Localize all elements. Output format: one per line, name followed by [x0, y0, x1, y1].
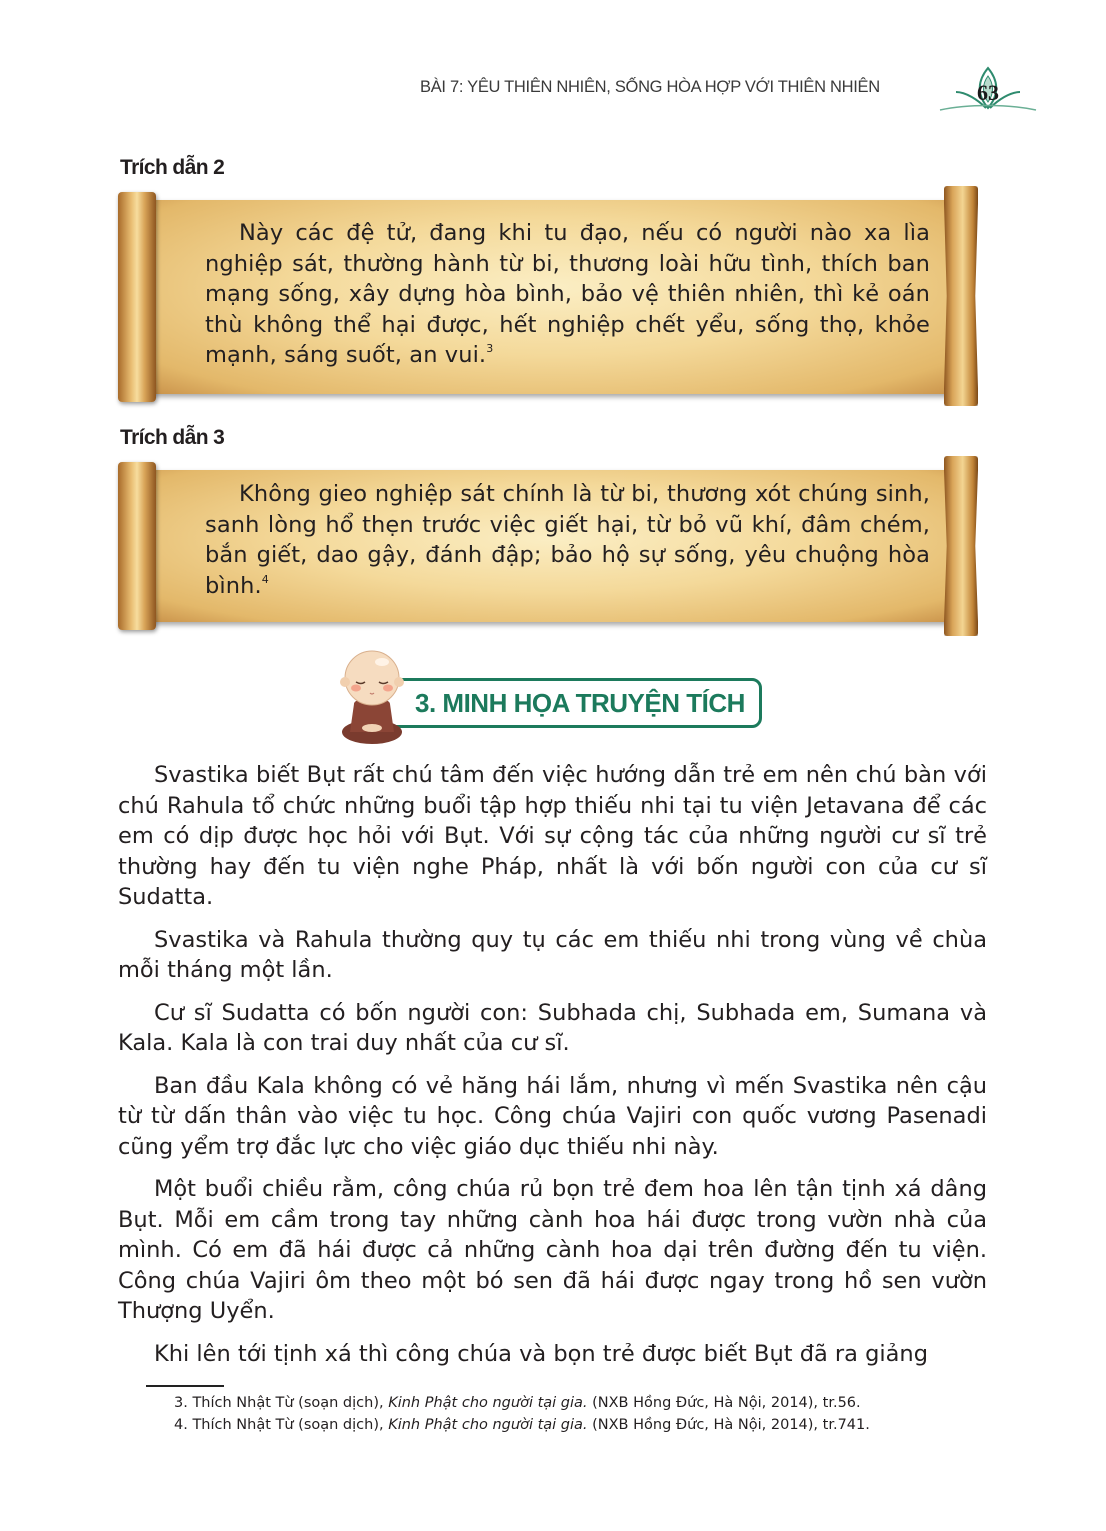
section-banner — [382, 678, 762, 728]
story-body — [118, 760, 987, 1381]
paragraph: Svastika biết Bụt rất chú tâm đến việc hướng dẫn trẻ em nên chú bàn với chú Rahula tổ chức những buổi tập hợp thiếu nhi tại tu viện Jetavana để các em có dịp được học hỏi với Bụt. Với sự cộng tác của những người cư sĩ trẻ thường hay đến tu viện nghe Pháp, nhất là với bốn người con của cư sĩ Sudatta. — [118, 762, 987, 910]
scroll-roll-right — [944, 456, 978, 636]
paragraph: Ban đầu Kala không có vẻ hăng hái lắm, nhưng vì mến Svastika nên cậu từ từ dấn thân vào việc tu học. Công chúa Vajiri con quốc vương Pasenadi cũng yểm trợ đắc lực cho việc giáo dục thiếu nhi này. — [118, 1072, 987, 1160]
footnote-3: 3. Thích Nhật Từ (soạn dịch), Kinh Phật cho người tại gia. (NXB Hồng Đức, Hà Nội, 2014), tr.56. — [174, 1395, 861, 1411]
page-number: 63 — [977, 80, 999, 105]
scroll-roll-right — [944, 186, 978, 406]
section-title: 3. MINH HỌA TRUYỆN TÍCH — [415, 688, 745, 718]
quote-3-text: Không gieo nghiệp sát chính là từ bi, thương xót chúng sinh, sanh lòng hổ thẹn trước việc giết hại, từ bỏ vũ khí, đâm chém, bắn giết, dao gậy, đánh đập; bảo hộ sự sống, yêu chuộng hòa bình.$^4$ — [205, 481, 930, 599]
running-header: BÀI 7: YÊU THIÊN NHIÊN, SỐNG HÒA HỢP VỚI THIÊN NHIÊN — [420, 78, 880, 96]
quote-2-scroll — [118, 192, 978, 402]
footnote-4: 4. Thích Nhật Từ (soạn dịch), Kinh Phật cho người tại gia. (NXB Hồng Đức, Hà Nội, 2014), tr.741. — [174, 1417, 870, 1433]
quote-2-text: Này các đệ tử, đang khi tu đạo, nếu có người nào xa lìa nghiệp sát, thường hành từ bi, thương loài hữu tình, thích ban mạng sống, xây dựng hòa bình, bảo vệ thiên nhiên, thì kẻ oán thù không thể hại được, hết nghiệp chết yểu, sống thọ, khỏe mạnh, sáng suốt, an vui.$^3$ — [205, 220, 930, 368]
scroll-roll-left — [118, 192, 156, 402]
scroll-roll-left — [118, 462, 156, 630]
monk-mascot-icon — [336, 648, 408, 746]
quote-3-scroll — [118, 462, 978, 630]
quote-2-title: Trích dẫn 2 — [120, 156, 225, 179]
paragraph: Svastika và Rahula thường quy tụ các em thiếu nhi trong vùng về chùa mỗi tháng một lần. — [118, 926, 987, 983]
paragraph: Cư sĩ Sudatta có bốn người con: Subhada chị, Subhada em, Sumana và Kala. Kala là con trai duy nhất của cư sĩ. — [118, 999, 987, 1056]
quote-3-title: Trích dẫn 3 — [120, 426, 225, 449]
paragraph: Khi lên tới tịnh xá thì công chúa và bọn trẻ được biết Bụt đã ra giảng — [154, 1340, 928, 1367]
footnotes — [174, 1392, 870, 1436]
footnote-ref[interactable]: 3 — [486, 342, 494, 355]
footnote-ref[interactable]: 4 — [261, 572, 269, 586]
footnote-separator — [146, 1385, 224, 1387]
paragraph: Một buổi chiều rằm, công chúa rủ bọn trẻ đem hoa lên tận tịnh xá dâng Bụt. Mỗi em cầm trong tay những cành hoa hái được trong vườn nhà của mình. Có em đã hái được cả những cành hoa dại trên đường đến tu viện. Công chúa Vajiri ôm theo một bó sen đã hái được ngay trong hồ sen vườn Thượng Uyển. — [118, 1176, 987, 1324]
